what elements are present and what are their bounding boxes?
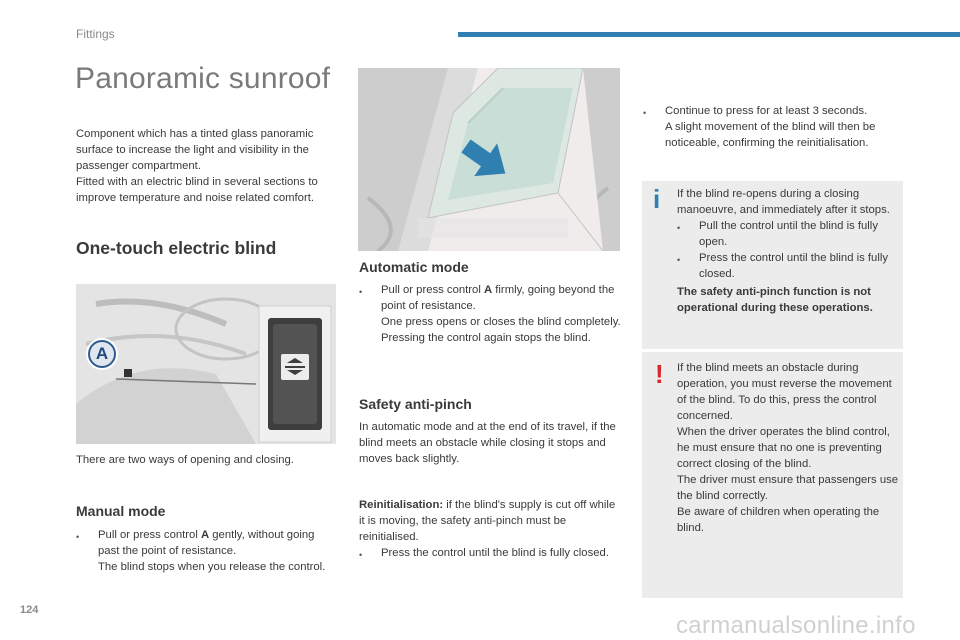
intro-paragraph-2: Fitted with an electric blind in several sections to improve temperature and noise related comfort. [76,176,318,204]
info-note-content [677,186,899,316]
manual-mode-bullet [76,527,338,575]
automatic-control-label: A [483,284,493,296]
header-accent-bar [458,32,960,37]
warning-note-content [677,360,899,536]
watermark: carmanualsonline.info [676,612,916,639]
bullet-glyph: • [677,223,681,233]
bullet-glyph: • [359,550,363,560]
automatic-mode-instruction [381,282,621,314]
manual-instruction-end: gently, without going past the point of resistance. [98,529,315,557]
automatic-mode-one-press-text: One press opens or closes the blind completely. [381,316,621,328]
bullet-glyph: • [359,287,363,297]
warning-note-driver-text: When the driver operates the blind control, he must ensure that no one is preventing correct closing of the blind. [677,426,890,470]
manual-mode-instruction [98,527,338,559]
opening-ways-text: There are two ways of opening and closing. [76,454,294,466]
continue-press-instruction: Continue to press for at least 3 seconds. [665,105,868,117]
automatic-mode-stop-text: Pressing the control again stops the blind. [381,332,591,344]
reinitialisation-bullet [359,545,621,563]
automatic-mode-heading: Automatic mode [359,259,469,275]
warning-note-obstacle-text: If the blind meets an obstacle during operation, you must reverse the movement of the blind. To do this, press the control concerned. [677,362,892,422]
control-illustration [76,284,336,444]
intro-paragraph-1: Component which has a tinted glass panoramic surface to increase the light and visibility in the passenger compartment. [76,128,314,172]
control-a-callout: A [88,340,116,368]
info-note-intro: If the blind re-opens during a closing manoeuvre, and immediately after it stops. [677,188,890,216]
automatic-instruction-start: Pull or press control [381,284,484,296]
continue-press-confirmation: A slight movement of the blind will then be noticeable, confirming the reinitialisation. [665,121,876,149]
section-label: Fittings [76,27,115,41]
sunroof-illustration-graphic [358,68,620,251]
manual-mode-release-text: The blind stops when you release the control. [98,561,326,573]
info-note-warning: The safety anti-pinch function is not operational during these operations. [677,286,873,314]
manual-instruction-start: Pull or press control [98,529,201,541]
reinitialisation-text [359,497,621,545]
page-number: 124 [20,604,39,616]
bullet-glyph: • [677,255,681,265]
continue-press-bullet [643,103,901,151]
reinitialisation-description: if the blind's supply is cut off while it is moving, the safety anti-pinch must be reinitialised. [359,499,616,543]
bullet-glyph: • [76,532,80,542]
manual-mode-heading: Manual mode [76,503,166,519]
bullet-glyph: • [643,108,647,118]
warning-note-children-text: Be aware of children when operating the blind. [677,506,880,534]
safety-anti-pinch-heading: Safety anti-pinch [359,396,472,412]
info-note-bullet-1-text: Pull the control until the blind is fully open. [699,220,878,248]
reinitialisation-step: Press the control until the blind is fully closed. [381,547,609,559]
automatic-mode-bullet [359,282,621,346]
info-note-bullet-2 [677,250,899,282]
automatic-instruction-end: firmly, going beyond the point of resistance. [381,284,615,312]
page-title: Panoramic sunroof [75,62,331,95]
warning-icon: ! [655,359,664,389]
info-note-bullet-2-text: Press the control until the blind is fully closed. [699,252,889,280]
info-note-bullet-1 [677,218,899,250]
sunroof-illustration [358,68,620,251]
control-illustration-graphic [76,284,336,444]
safety-anti-pinch-text: In automatic mode and at the end of its travel, if the blind meets an obstacle while closing it stops and moves back slightly. [359,421,616,465]
blind-section-heading: One-touch electric blind [76,238,277,258]
manual-control-label: A [200,529,210,541]
reinitialisation-label: Reinitialisation: [359,499,444,511]
warning-note-passengers-text: The driver must ensure that passengers use the blind correctly. [677,474,899,502]
info-icon: i [653,184,661,214]
intro-text [76,126,340,206]
